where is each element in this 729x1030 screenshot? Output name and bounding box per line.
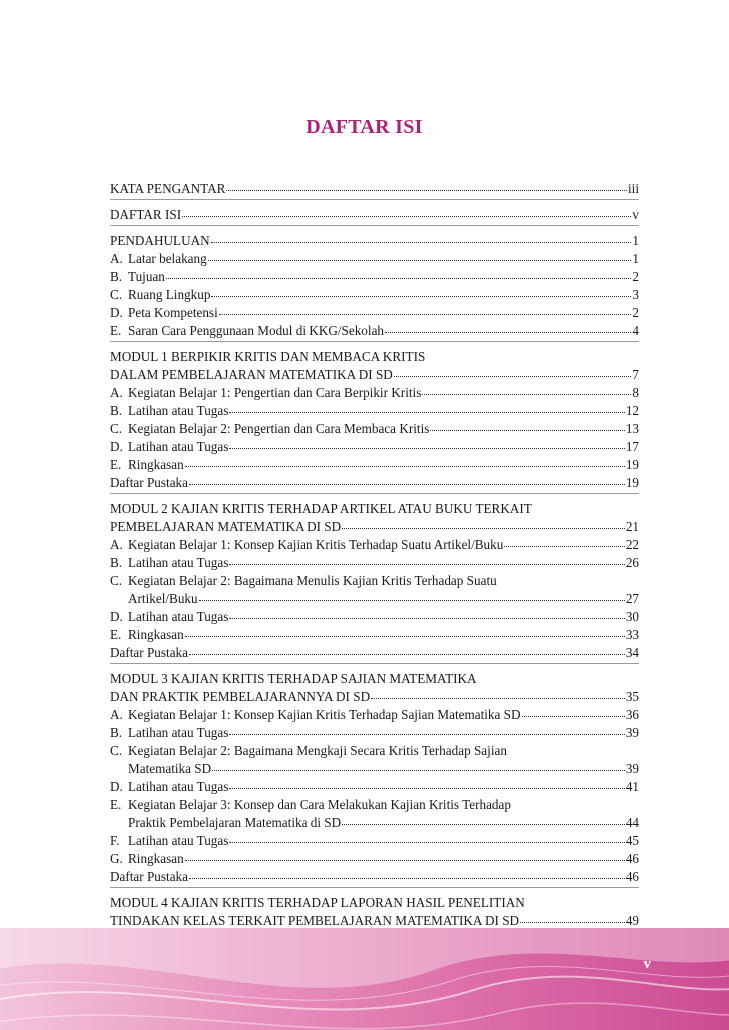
dot-leader: [166, 266, 632, 279]
toc-entry-page: 39: [625, 725, 639, 740]
dot-leader: [342, 812, 625, 825]
toc-entry-page: 19: [625, 457, 639, 472]
toc-entry-page: 19: [625, 475, 639, 490]
dot-leader: [208, 248, 632, 261]
dot-leader: [229, 400, 624, 413]
dot-leader: [199, 588, 625, 601]
dot-leader: [211, 230, 632, 243]
toc-entry-page: 13: [625, 421, 639, 436]
toc-entry-page: 12: [625, 403, 639, 418]
toc-entry-title: DAFTAR ISI: [110, 207, 182, 222]
toc-entry-title: Kegiatan Belajar 2: Bagaimana Menulis Kajian Kritis Terhadap Suatu: [128, 573, 497, 588]
toc-entry-prefix: A.: [110, 707, 123, 722]
dot-leader: [229, 830, 624, 843]
toc-entry-page: 30: [625, 609, 639, 624]
toc-entry-page: 46: [625, 869, 639, 884]
toc-entry[interactable]: [110, 778, 639, 796]
dot-leader: [385, 320, 631, 333]
toc-entry-title: MODUL 1 BERPIKIR KRITIS DAN MEMBACA KRITIS: [110, 349, 426, 364]
toc-entry-title: Peta Kompetensi: [128, 305, 218, 320]
toc-entry-page: v: [632, 207, 639, 222]
toc-group: [110, 670, 639, 888]
toc-entry-title: PEMBELAJARAN MATEMATIKA DI SD: [110, 519, 342, 534]
toc-entry-title: Daftar Pustaka: [110, 475, 188, 490]
toc-entry-title: Kegiatan Belajar 2: Pengertian dan Cara Membaca Kritis: [128, 421, 430, 436]
toc-entry-title: Latihan atau Tugas: [128, 833, 229, 848]
toc-group: [110, 232, 639, 342]
toc-entry-title: Latihan atau Tugas: [128, 403, 229, 418]
page-number: v: [643, 956, 651, 972]
toc-entry-page: 34: [625, 645, 639, 660]
toc-entry-title: Kegiatan Belajar 1: Konsep Kajian Kritis Terhadap Suatu Artikel/Buku: [128, 537, 504, 552]
dot-leader: [211, 284, 631, 297]
toc-entry-prefix: A.: [110, 537, 123, 552]
toc-entry-prefix: B.: [110, 269, 123, 284]
toc-entry-title: KATA PENGANTAR: [110, 181, 226, 196]
toc-group: [110, 206, 639, 226]
toc-entry-page: 26: [625, 555, 639, 570]
toc-entry-prefix: E.: [110, 457, 122, 472]
toc-group: [110, 348, 639, 494]
toc-entry-page: 2: [632, 305, 639, 320]
toc-entry-title: Tujuan: [128, 269, 165, 284]
toc-entry-prefix: C.: [110, 421, 123, 436]
toc-entry-page: 44: [625, 815, 639, 830]
wave-decoration-icon: [0, 928, 729, 1030]
dot-leader: [185, 848, 625, 861]
toc-entry-prefix: D.: [110, 305, 123, 320]
toc-entry-title: Ringkasan: [128, 627, 184, 642]
toc-entry-prefix: C.: [110, 743, 123, 758]
toc-entry-page: 21: [625, 519, 639, 534]
toc-entry-page: 8: [632, 385, 639, 400]
dot-leader: [430, 418, 624, 431]
dot-leader: [522, 704, 625, 717]
footer-decoration: [0, 928, 729, 1030]
toc-entry-page: 2: [632, 269, 639, 284]
toc-entry-page: 45: [625, 833, 639, 848]
dot-leader: [394, 364, 632, 377]
toc-entry-title: Ringkasan: [128, 457, 184, 472]
dot-leader: [189, 642, 625, 655]
toc-entry-page: 22: [625, 537, 639, 552]
dot-leader: [229, 776, 624, 789]
dot-leader: [189, 866, 625, 879]
toc-entry-page: 4: [632, 323, 639, 338]
toc-entry[interactable]: [110, 474, 639, 492]
toc-entry-prefix: C.: [110, 287, 123, 302]
dot-leader: [226, 178, 627, 191]
toc-entry-title: Latihan atau Tugas: [128, 779, 229, 794]
toc-entry-prefix: F.: [110, 833, 120, 848]
toc-entry-prefix: G.: [110, 851, 123, 866]
toc-entry-title: Ruang Lingkup: [128, 287, 211, 302]
toc-entry-title: Ringkasan: [128, 851, 184, 866]
toc-entry-title: Latihan atau Tugas: [128, 725, 229, 740]
toc-entry-title: Praktik Pembelajaran Matematika di SD: [128, 815, 342, 830]
dot-leader: [520, 910, 625, 923]
toc-entry-title: Kegiatan Belajar 1: Konsep Kajian Kritis Terhadap Sajian Matematika SD: [128, 707, 521, 722]
page-title: DAFTAR ISI: [306, 116, 423, 138]
dot-leader: [504, 534, 624, 547]
dot-leader: [219, 302, 632, 315]
toc-entry[interactable]: [110, 554, 639, 572]
toc-entry-prefix: B.: [110, 725, 123, 740]
toc-entry-prefix: E.: [110, 627, 122, 642]
toc-entry-page: 41: [625, 779, 639, 794]
toc-entry-prefix: B.: [110, 403, 123, 418]
toc-entry-title: Latihan atau Tugas: [128, 555, 229, 570]
toc-entry-prefix: D.: [110, 779, 123, 794]
toc-entry-title: MODUL 2 KAJIAN KRITIS TERHADAP ARTIKEL ATAU BUKU TERKAIT: [110, 501, 532, 516]
dot-leader: [371, 686, 625, 699]
toc-entry-page: 36: [625, 707, 639, 722]
toc-entry-title: Kegiatan Belajar 3: Konsep dan Cara Melakukan Kajian Kritis Terhadap: [128, 797, 511, 812]
toc-entry[interactable]: [110, 206, 639, 224]
toc-entry[interactable]: [110, 180, 639, 198]
toc-entry-prefix: C.: [110, 573, 123, 588]
dot-leader: [229, 722, 624, 735]
toc-entry-prefix: D.: [110, 609, 123, 624]
toc-entry-page: iii: [628, 181, 639, 196]
dot-leader: [229, 552, 624, 565]
toc-entry-title: TINDAKAN KELAS TERKAIT PEMBELAJARAN MATEMATIKA DI SD: [110, 913, 520, 928]
toc-entry-title: DALAM PEMBELAJARAN MATEMATIKA DI SD: [110, 367, 393, 382]
dot-leader: [189, 472, 625, 485]
toc-entry-page: 7: [632, 367, 639, 382]
toc-entry-title: Kegiatan Belajar 1: Pengertian dan Cara Berpikir Kritis: [128, 385, 422, 400]
toc-group: [110, 180, 639, 200]
dot-leader: [229, 606, 624, 619]
toc-entry-prefix: E.: [110, 797, 122, 812]
toc-entry-page: 27: [625, 591, 639, 606]
toc-entry-page: 33: [625, 627, 639, 642]
toc-entry-page: 39: [625, 761, 639, 776]
toc-entry-prefix: A.: [110, 385, 123, 400]
toc-entry-page: 49: [625, 913, 639, 928]
toc-entry[interactable]: [110, 724, 639, 742]
toc-entry-page: 17: [625, 439, 639, 454]
toc-entry[interactable]: [110, 868, 639, 886]
toc-entry-title: Latihan atau Tugas: [128, 439, 229, 454]
dot-leader: [185, 624, 625, 637]
toc-entry-title: MODUL 4 KAJIAN KRITIS TERHADAP LAPORAN HASIL PENELITIAN: [110, 895, 525, 910]
toc-entry-title: Artikel/Buku: [128, 591, 198, 606]
toc-entry-page: 1: [632, 233, 639, 248]
toc-entry-page: 1: [632, 251, 639, 266]
dot-leader: [342, 516, 625, 529]
toc-entry-page: 3: [632, 287, 639, 302]
toc-entry-title: Latihan atau Tugas: [128, 609, 229, 624]
dot-leader: [229, 436, 624, 449]
toc-entry-prefix: B.: [110, 555, 123, 570]
dot-leader: [182, 204, 631, 217]
toc-entry[interactable]: [110, 644, 639, 662]
table-of-contents: [110, 180, 639, 973]
toc-entry-title: Matematika SD: [128, 761, 212, 776]
toc-entry-title: Kegiatan Belajar 2: Bagaimana Mengkaji Secara Kritis Terhadap Sajian: [128, 743, 507, 758]
toc-entry-title: MODUL 3 KAJIAN KRITIS TERHADAP SAJIAN MATEMATIKA: [110, 671, 477, 686]
toc-group: [110, 500, 639, 664]
toc-entry-page: 46: [625, 851, 639, 866]
dot-leader: [422, 382, 631, 395]
toc-entry-prefix: E.: [110, 323, 122, 338]
toc-entry-title: PENDAHULUAN: [110, 233, 210, 248]
toc-entry-page: 35: [625, 689, 639, 704]
toc-entry-title: Daftar Pustaka: [110, 645, 188, 660]
toc-entry[interactable]: [110, 322, 639, 340]
dot-leader: [212, 758, 625, 771]
toc-entry-title: Daftar Pustaka: [110, 869, 188, 884]
toc-entry-prefix: D.: [110, 439, 123, 454]
dot-leader: [185, 454, 625, 467]
toc-entry-title: Saran Cara Penggunaan Modul di KKG/Sekolah: [128, 323, 385, 338]
toc-entry-prefix: A.: [110, 251, 123, 266]
toc-entry-title: Latar belakang: [128, 251, 207, 266]
toc-entry-title: DAN PRAKTIK PEMBELAJARANNYA DI SD: [110, 689, 371, 704]
